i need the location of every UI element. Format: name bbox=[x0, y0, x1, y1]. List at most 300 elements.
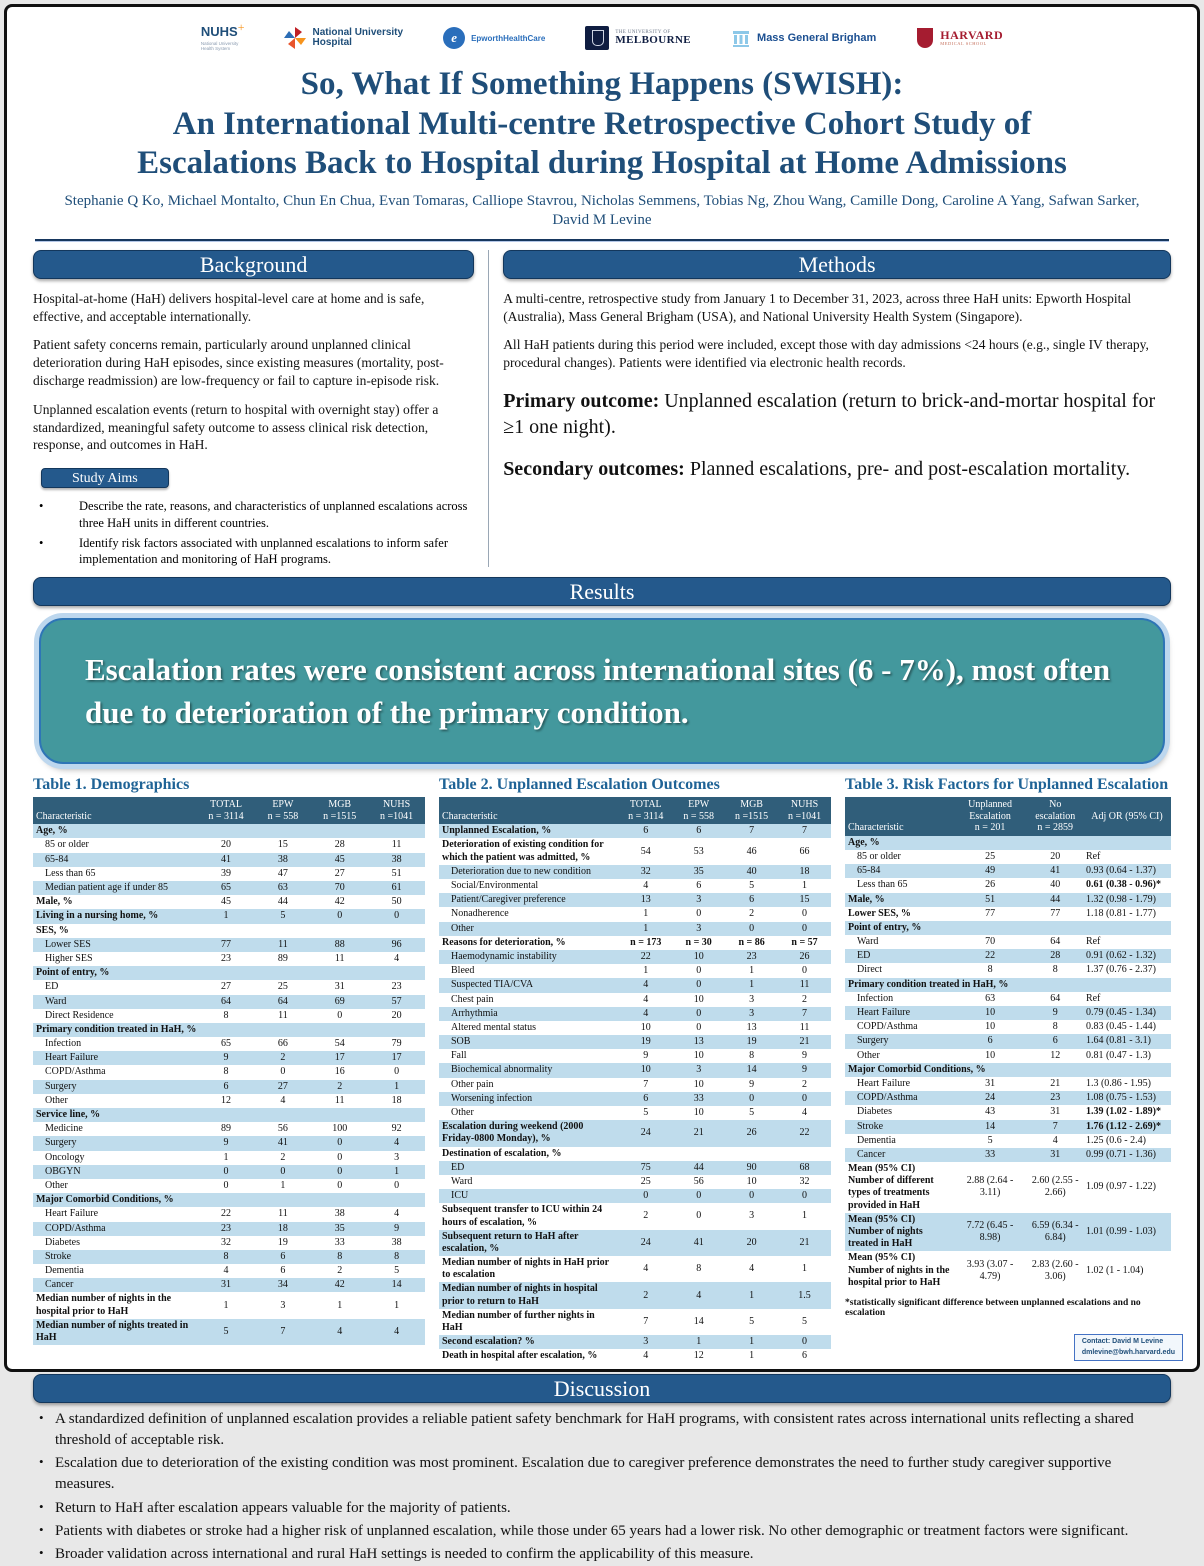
table-header-row bbox=[439, 797, 831, 824]
column-header: MGB n =1515 bbox=[725, 797, 778, 824]
epworth-swirl-icon: e bbox=[443, 27, 465, 49]
row-label: Service line, % bbox=[36, 1109, 101, 1121]
row-label: 65-84 bbox=[45, 853, 69, 865]
table-row bbox=[33, 1292, 425, 1318]
cell-value: 4 bbox=[223, 1265, 229, 1277]
table-row bbox=[33, 1250, 425, 1264]
cell-value: 20 bbox=[1050, 850, 1061, 862]
cell-value: 6 bbox=[749, 894, 755, 906]
row-label: Ward bbox=[857, 936, 879, 948]
cell-value: 31 bbox=[1050, 1106, 1061, 1118]
cell-value: 1.08 (0.75 - 1.53) bbox=[1085, 1092, 1156, 1104]
cell-value: 23 bbox=[746, 950, 757, 962]
table-row bbox=[33, 1080, 425, 1094]
cell-value: 7 bbox=[802, 825, 808, 837]
cell-value: 3.93 (3.07 - 4.79) bbox=[966, 1258, 1014, 1282]
cell-value: 23 bbox=[1050, 1092, 1061, 1104]
cell-value: 56 bbox=[277, 1123, 288, 1135]
table-row bbox=[33, 1236, 425, 1250]
row-label: Other pain bbox=[451, 1078, 494, 1090]
discussion-item: • Broader validation across international and rural HaH settings is needed to confirm the applicability of this measure. bbox=[37, 1544, 1167, 1565]
column-header: TOTAL n = 3114 bbox=[619, 797, 672, 824]
cell-value: 5 bbox=[643, 1107, 649, 1119]
row-label: Age, % bbox=[36, 825, 68, 837]
cell-value: 0.79 (0.45 - 1.34) bbox=[1085, 1007, 1156, 1019]
cell-value: 5 bbox=[749, 880, 755, 892]
key-finding-text: Escalation rates were consistent across international sites (6 - 7%), most often due to deterioration of the primary condition. bbox=[85, 651, 1111, 731]
table-row bbox=[33, 1264, 425, 1278]
cell-value: 53 bbox=[693, 845, 704, 857]
table-section-row bbox=[845, 921, 1171, 935]
melbourne-crest-icon bbox=[585, 26, 609, 50]
table-row bbox=[439, 1189, 831, 1203]
table-row bbox=[33, 1065, 425, 1079]
table-row bbox=[845, 1148, 1171, 1162]
cell-value: 0 bbox=[643, 1190, 649, 1202]
row-label: Patient/Caregiver preference bbox=[451, 894, 566, 906]
row-label: Other bbox=[45, 1094, 68, 1106]
cell-value: 1 bbox=[643, 908, 649, 920]
table-row bbox=[439, 1175, 831, 1189]
row-label: Lower SES, % bbox=[848, 907, 911, 919]
cell-value: 1 bbox=[749, 1336, 755, 1348]
cell-value: 5 bbox=[280, 910, 286, 922]
row-label: OBGYN bbox=[45, 1165, 81, 1177]
outcomes-table bbox=[439, 797, 831, 1363]
discussion-item: • Escalation due to deterioration of the existing condition was most prominent. Escalation due to caregiver preference demonstrates the need to further study caregiver supportive measures. bbox=[37, 1453, 1167, 1496]
table-section-row bbox=[845, 1063, 1171, 1077]
table-row bbox=[33, 853, 425, 867]
cell-value: 10 bbox=[985, 1049, 996, 1061]
row-label: Direct Residence bbox=[45, 1009, 114, 1021]
tables-row bbox=[33, 776, 1171, 1363]
cell-value: 0 bbox=[696, 1007, 702, 1019]
cell-value: 28 bbox=[334, 839, 345, 851]
row-label: SOB bbox=[451, 1036, 471, 1048]
background-paragraph: Unplanned escalation events (return to hospital with overnight stay) offer a standardized, meaningful safety outcome to assess clinical risk detection, response, and outcomes in HaH. bbox=[33, 401, 439, 453]
cell-value: 17 bbox=[334, 1052, 345, 1064]
cell-value: 0.61 (0.38 - 0.96)* bbox=[1085, 879, 1161, 891]
cell-value: Ref bbox=[1085, 936, 1101, 948]
row-label: Primary condition treated in HaH, % bbox=[848, 978, 1009, 990]
row-label: Median number of nights in the hospital prior to HaH bbox=[36, 1293, 172, 1317]
cell-value: 0 bbox=[802, 908, 808, 920]
cell-value: 5 bbox=[749, 1107, 755, 1119]
cell-value: 1.39 (1.02 - 1.89)* bbox=[1085, 1106, 1161, 1118]
risk-factors-table bbox=[845, 797, 1171, 1290]
cell-value: 1 bbox=[394, 1165, 400, 1177]
contact-box bbox=[1074, 1334, 1183, 1361]
table-row bbox=[845, 907, 1171, 921]
cell-value: 40 bbox=[746, 865, 757, 877]
cell-value: 8 bbox=[223, 1066, 229, 1078]
cell-value: 6 bbox=[1052, 1035, 1058, 1047]
cell-value: 8 bbox=[1052, 964, 1058, 976]
table-3-risk-factors bbox=[845, 776, 1171, 1318]
row-label: ED bbox=[451, 1161, 465, 1173]
cell-value: 19 bbox=[746, 1036, 757, 1048]
table-row bbox=[845, 1020, 1171, 1034]
cell-value: 56 bbox=[693, 1175, 704, 1187]
cell-value: 18 bbox=[799, 865, 810, 877]
cell-value: 64 bbox=[1050, 936, 1061, 948]
row-label: Other bbox=[451, 922, 474, 934]
table-row bbox=[845, 1134, 1171, 1148]
cell-value: 11 bbox=[799, 1021, 810, 1033]
cell-value: 6.59 (6.34 - 6.84) bbox=[1031, 1219, 1079, 1244]
cell-value: 6 bbox=[696, 825, 702, 837]
row-label: Surgery bbox=[857, 1035, 889, 1047]
table-section-row bbox=[33, 1193, 425, 1207]
cell-value: 0 bbox=[802, 965, 808, 977]
primary-outcome: Primary outcome: Unplanned escalation (return to brick-and-mortar hospital for ≥1 one night). bbox=[503, 390, 1156, 439]
cell-value: 21 bbox=[799, 1236, 810, 1248]
cell-value: 0 bbox=[223, 1165, 229, 1177]
table-row bbox=[845, 893, 1171, 907]
row-label: Social/Environmental bbox=[451, 880, 539, 892]
cell-value: 13 bbox=[746, 1021, 757, 1033]
table-row bbox=[33, 881, 425, 895]
table-row bbox=[845, 1105, 1171, 1119]
cell-value: 14 bbox=[693, 1315, 704, 1327]
column-header: TOTAL n = 3114 bbox=[198, 797, 255, 824]
cell-value: 0 bbox=[337, 1151, 343, 1163]
table-row bbox=[33, 1009, 425, 1023]
cell-value: 41 bbox=[693, 1236, 704, 1248]
cell-value: 0.81 (0.47 - 1.3) bbox=[1085, 1049, 1151, 1061]
cell-value: 11 bbox=[391, 839, 402, 851]
table-row bbox=[33, 1165, 425, 1179]
cell-value: 31 bbox=[985, 1077, 996, 1089]
demographics-table bbox=[33, 797, 425, 1345]
cell-value: 4 bbox=[749, 1263, 755, 1275]
cell-value: 4 bbox=[394, 1325, 400, 1337]
cell-value: 4 bbox=[394, 1137, 400, 1149]
study-aim-item: • Identify risk factors associated with unplanned escalations to inform safer implementation and monitoring of HaH programs. bbox=[33, 535, 474, 568]
table-row bbox=[33, 995, 425, 1009]
cell-value: 17 bbox=[391, 1052, 402, 1064]
table-section-row bbox=[845, 978, 1171, 992]
cell-value: 3 bbox=[749, 1210, 755, 1222]
row-label: Other bbox=[857, 1049, 880, 1061]
cell-value: 0 bbox=[696, 979, 702, 991]
row-label: Escalation during weekend (2000 Friday-0800 Monday), % bbox=[442, 1121, 584, 1145]
column-header: NUHS n =1041 bbox=[368, 797, 425, 824]
cell-value: 11 bbox=[799, 979, 810, 991]
cell-value: 88 bbox=[334, 938, 345, 950]
row-label: Stroke bbox=[45, 1250, 72, 1262]
cell-value: 1 bbox=[749, 1350, 755, 1362]
cell-value: 70 bbox=[334, 882, 345, 894]
cell-value: 5 bbox=[802, 1315, 808, 1327]
background-header-bar: Background bbox=[33, 250, 474, 279]
cell-value: 0 bbox=[280, 1165, 286, 1177]
methods-paragraph: A multi-centre, retrospective study from January 1 to December 31, 2023, across three HaH units: Epworth Hospital (Australia), Mass General Brigham (USA), and National University Health System (Singapore). bbox=[503, 290, 1132, 324]
cell-value: 0 bbox=[802, 922, 808, 934]
row-label: Deterioration due to new condition bbox=[451, 865, 591, 877]
cell-value: 10 bbox=[985, 1021, 996, 1033]
row-label: Median number of nights in hospital prior to return to HaH bbox=[442, 1283, 598, 1307]
cell-value: 4 bbox=[802, 1107, 808, 1119]
cell-value: 41 bbox=[221, 853, 232, 865]
row-label: Male, % bbox=[848, 893, 885, 905]
cell-value: 6 bbox=[280, 1265, 286, 1277]
row-label: Death in hospital after escalation, % bbox=[442, 1350, 598, 1362]
table-row bbox=[33, 1278, 425, 1292]
row-label: Diabetes bbox=[857, 1106, 892, 1118]
study-aims-list bbox=[33, 498, 474, 567]
cell-value: 9 bbox=[1052, 1007, 1058, 1019]
table-section-row bbox=[33, 1023, 425, 1037]
cell-value: 10 bbox=[985, 1007, 996, 1019]
cell-value: 1 bbox=[223, 1151, 229, 1163]
row-label: Less than 65 bbox=[45, 867, 96, 879]
row-label: Cancer bbox=[857, 1148, 886, 1160]
cell-value: 39 bbox=[221, 867, 232, 879]
cell-value: 27 bbox=[334, 867, 345, 879]
cell-value: 45 bbox=[221, 896, 232, 908]
cell-value: 8 bbox=[987, 964, 993, 976]
cell-value: 38 bbox=[391, 1236, 402, 1248]
cell-value: 0 bbox=[696, 1021, 702, 1033]
cell-value: 1.5 bbox=[798, 1289, 811, 1301]
discussion-list bbox=[37, 1409, 1167, 1566]
column-header: EPW n = 558 bbox=[672, 797, 725, 824]
cell-value: 0 bbox=[696, 1190, 702, 1202]
cell-value: 7 bbox=[802, 1007, 808, 1019]
cell-value: 34 bbox=[277, 1279, 288, 1291]
cell-value: 31 bbox=[221, 1279, 232, 1291]
cell-value: 3 bbox=[394, 1151, 400, 1163]
cell-value: 1 bbox=[802, 1210, 808, 1222]
table-row bbox=[33, 1207, 425, 1221]
row-label: Major Comorbid Conditions, % bbox=[36, 1194, 174, 1206]
row-label: Oncology bbox=[45, 1151, 85, 1163]
cell-value: 1.37 (0.76 - 2.37) bbox=[1085, 964, 1156, 976]
cell-value: 6 bbox=[643, 1092, 649, 1104]
cell-value: 0 bbox=[337, 1009, 343, 1021]
discussion-header-bar: Discussion bbox=[33, 1374, 1171, 1403]
row-label: Infection bbox=[857, 992, 894, 1004]
cell-value: 0 bbox=[337, 1165, 343, 1177]
cell-value: 42 bbox=[334, 1279, 345, 1291]
row-label: Unplanned Escalation, % bbox=[442, 825, 552, 837]
cell-value: 75 bbox=[640, 1161, 651, 1173]
nuh-logo: National University Hospital bbox=[284, 27, 403, 49]
row-label: Less than 65 bbox=[857, 879, 908, 891]
cell-value: 22 bbox=[799, 1127, 810, 1139]
table-row bbox=[845, 1162, 1171, 1213]
row-label: Direct bbox=[857, 964, 882, 976]
table-section-row bbox=[33, 966, 425, 980]
cell-value: 0 bbox=[223, 1179, 229, 1191]
cell-value: 14 bbox=[746, 1064, 757, 1076]
cell-value: 10 bbox=[693, 993, 704, 1005]
table-row bbox=[33, 1222, 425, 1236]
table-row bbox=[845, 992, 1171, 1006]
cell-value: 31 bbox=[334, 981, 345, 993]
cell-value: 1.76 (1.12 - 2.69)* bbox=[1085, 1120, 1161, 1132]
row-label: Mean (95% CI) Number of nights treated in HaH bbox=[848, 1213, 923, 1250]
cell-value: 13 bbox=[640, 894, 651, 906]
cell-value: 25 bbox=[277, 981, 288, 993]
cell-value: 22 bbox=[221, 1208, 232, 1220]
table-section-row bbox=[33, 1108, 425, 1122]
table-1-demographics bbox=[33, 776, 425, 1345]
cell-value: 21 bbox=[799, 1036, 810, 1048]
row-label: Heart Failure bbox=[857, 1007, 911, 1019]
row-label: Median patient age if under 85 bbox=[45, 882, 169, 894]
cell-value: 1 bbox=[223, 910, 229, 922]
table-row bbox=[439, 865, 831, 879]
data-table bbox=[439, 797, 831, 1363]
row-label: Haemodynamic instability bbox=[451, 950, 557, 962]
row-label: Cancer bbox=[45, 1279, 74, 1291]
table-row bbox=[845, 1077, 1171, 1091]
row-label: Biochemical abnormality bbox=[451, 1064, 553, 1076]
cell-value: 1.32 (0.98 - 1.79) bbox=[1085, 893, 1156, 905]
row-label: Median number of further nights in HaH bbox=[442, 1309, 595, 1334]
cell-value: 7 bbox=[643, 1078, 649, 1090]
cell-value: 54 bbox=[334, 1038, 345, 1050]
logo-strip bbox=[7, 19, 1197, 57]
cell-value: 44 bbox=[277, 896, 288, 908]
cell-value: 100 bbox=[332, 1123, 348, 1135]
column-header: Unplanned Escalation n = 201 bbox=[953, 797, 1028, 836]
table-row bbox=[33, 1319, 425, 1345]
column-header: Characteristic bbox=[845, 797, 953, 836]
table-row bbox=[33, 980, 425, 994]
cell-value: n = 173 bbox=[630, 936, 662, 948]
cell-value: 7.72 (6.45 - 8.98) bbox=[966, 1219, 1014, 1244]
table-header-row bbox=[33, 797, 425, 824]
row-label: COPD/Asthma bbox=[45, 1222, 106, 1234]
cell-value: 63 bbox=[277, 882, 288, 894]
row-label: Higher SES bbox=[45, 952, 93, 964]
cell-value: 28 bbox=[1050, 950, 1061, 962]
row-label: ED bbox=[857, 950, 871, 962]
cell-value: 6 bbox=[696, 880, 702, 892]
cell-value: 0 bbox=[802, 1336, 808, 1348]
harvard-shield-icon bbox=[916, 27, 934, 49]
cell-value: 9 bbox=[802, 1064, 808, 1076]
harvard-logo: HARVARD MEDICAL SCHOOL bbox=[916, 27, 1003, 49]
row-label: Heart Failure bbox=[45, 1052, 99, 1064]
table-row bbox=[33, 952, 425, 966]
table-row bbox=[845, 1120, 1171, 1134]
cell-value: 2 bbox=[643, 1289, 649, 1301]
table-row bbox=[845, 1091, 1171, 1105]
cell-value: 4 bbox=[643, 880, 649, 892]
row-label: Arrhythmia bbox=[451, 1007, 498, 1019]
melbourne-logo: THE UNIVERSITY OF MELBOURNE bbox=[585, 26, 691, 50]
cell-value: 7 bbox=[1052, 1120, 1058, 1132]
cell-value: 9 bbox=[643, 1050, 649, 1062]
key-finding-box bbox=[39, 618, 1165, 764]
table-row bbox=[439, 1203, 831, 1229]
cell-value: 2 bbox=[337, 1080, 343, 1092]
cell-value: 9 bbox=[749, 1078, 755, 1090]
table-row bbox=[33, 1037, 425, 1051]
table-row bbox=[33, 1179, 425, 1193]
cell-value: 26 bbox=[799, 950, 810, 962]
cell-value: 24 bbox=[985, 1092, 996, 1104]
cell-value: 0 bbox=[696, 908, 702, 920]
cell-value: 51 bbox=[391, 867, 402, 879]
study-aim-item: • Describe the rate, reasons, and characteristics of unplanned escalations across three HaH units in different countries. bbox=[33, 498, 474, 531]
row-label: Heart Failure bbox=[857, 1077, 911, 1089]
cell-value: 33 bbox=[334, 1236, 345, 1248]
cell-value: 24 bbox=[640, 1127, 651, 1139]
nuhs-plus-icon: + bbox=[237, 20, 245, 35]
cell-value: 6 bbox=[987, 1035, 993, 1047]
cell-value: 1 bbox=[749, 1289, 755, 1301]
row-label: Infection bbox=[45, 1038, 82, 1050]
cell-value: 8 bbox=[749, 1050, 755, 1062]
cell-value: 46 bbox=[746, 845, 757, 857]
cell-value: 5 bbox=[749, 1315, 755, 1327]
background-paragraph: Patient safety concerns remain, particularly around unplanned clinical deterioration during HaH episodes, since existing measures (mortality, post-discharge readmission) are low-frequency or fail to capture in-episode risk. bbox=[33, 337, 444, 389]
cell-value: 0 bbox=[802, 1190, 808, 1202]
row-label: Nonadherence bbox=[451, 908, 509, 920]
row-label: Median number of nights treated in HaH bbox=[36, 1319, 189, 1344]
significance-footnote: *statistically significant difference between unplanned escalations and no escalation bbox=[845, 1297, 1141, 1318]
row-label: COPD/Asthma bbox=[857, 1021, 918, 1033]
row-label: Surgery bbox=[45, 1080, 77, 1092]
row-label: Lower SES bbox=[45, 938, 91, 950]
table-row bbox=[439, 964, 831, 978]
discussion-item: • Patients with diabetes or stroke had a higher risk of unplanned escalation, while those under 65 years had a lower risk. No other demographic or treatment factors were significant. bbox=[37, 1521, 1167, 1542]
contact-name: Contact: David M Levine bbox=[1081, 1338, 1164, 1345]
table-row bbox=[845, 864, 1171, 878]
cell-value: 35 bbox=[693, 865, 704, 877]
cell-value: 8 bbox=[223, 1009, 229, 1021]
row-label: Destination of escalation, % bbox=[442, 1147, 562, 1159]
cell-value: 10 bbox=[693, 1050, 704, 1062]
cell-value: 0 bbox=[337, 1179, 343, 1191]
discussion-item: • A standardized definition of unplanned escalation provides a reliable patient safety benchmark for HaH programs, with consistent rates across international units reflecting a shared threshold of acceptable risk. bbox=[37, 1409, 1167, 1452]
cell-value: 23 bbox=[221, 952, 232, 964]
table-title: Table 3. Risk Factors for Unplanned Escalation bbox=[845, 776, 1169, 794]
cell-value: 90 bbox=[746, 1161, 757, 1173]
secondary-outcome: Secondary outcomes: Planned escalations, pre- and post-escalation mortality. bbox=[503, 458, 1131, 481]
nuhs-acronym: NUHS bbox=[200, 24, 238, 40]
table-row bbox=[845, 949, 1171, 963]
table-row bbox=[845, 1049, 1171, 1063]
cell-value: 2 bbox=[337, 1265, 343, 1277]
mgb-logo: Mass General Brigham bbox=[731, 28, 876, 48]
cell-value: 50 bbox=[391, 896, 402, 908]
cell-value: 0 bbox=[337, 1137, 343, 1149]
table-row bbox=[439, 1282, 831, 1308]
table-row bbox=[33, 838, 425, 852]
cell-value: 3 bbox=[749, 1007, 755, 1019]
cell-value: 8 bbox=[1052, 1021, 1058, 1033]
cell-value: 3 bbox=[696, 894, 702, 906]
table-row bbox=[439, 1335, 831, 1349]
table-row bbox=[845, 963, 1171, 977]
cell-value: 27 bbox=[221, 981, 232, 993]
cell-value: 20 bbox=[746, 1236, 757, 1248]
results-header-bar: Results bbox=[33, 577, 1171, 606]
cell-value: 69 bbox=[334, 995, 345, 1007]
row-label: Deterioration of existing condition for which the patient was admitted, % bbox=[442, 839, 604, 863]
column-header: EPW n = 558 bbox=[254, 797, 311, 824]
cell-value: 16 bbox=[334, 1066, 345, 1078]
cell-value: 6 bbox=[280, 1250, 286, 1262]
cell-value: 15 bbox=[799, 894, 810, 906]
row-label: Mean (95% CI) Number of nights in the hospital prior to HaH bbox=[848, 1252, 950, 1288]
